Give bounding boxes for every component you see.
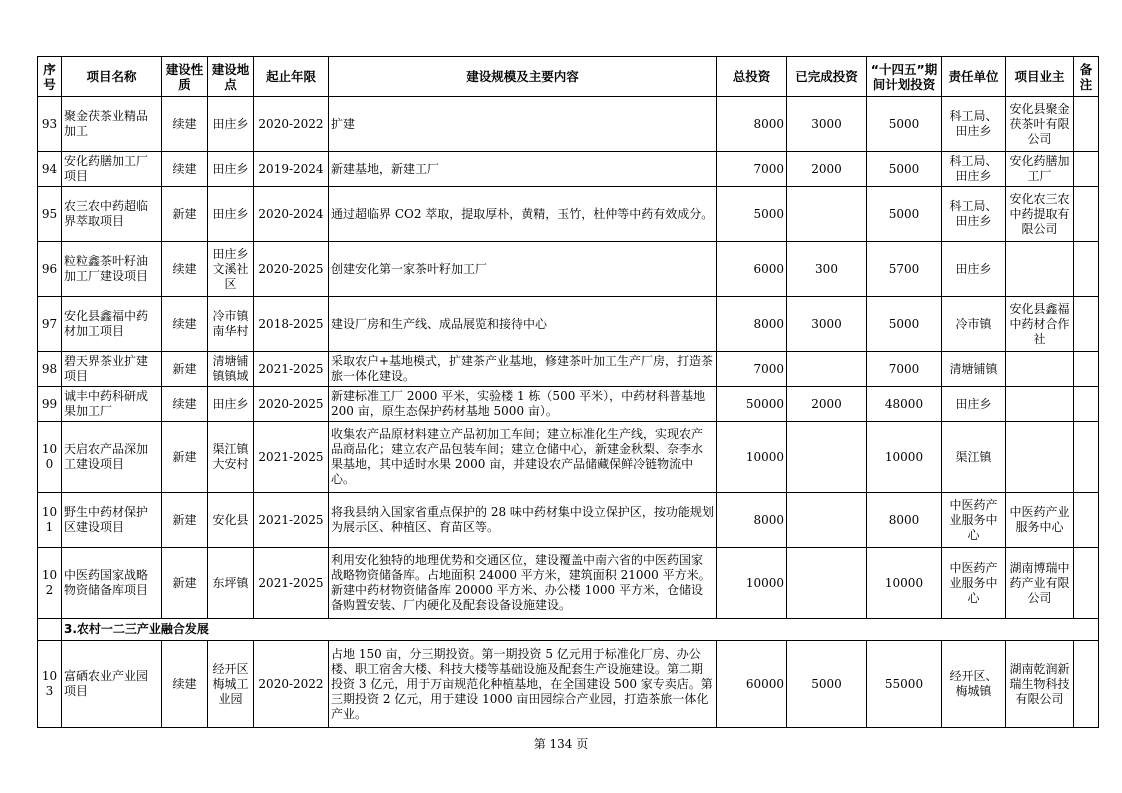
cell-content: 采取农户+基地模式，扩建茶产业基地，修建茶叶加工生产厂房，打造茶旅一体化建设。 xyxy=(329,352,717,387)
cell-seq: 99 xyxy=(38,387,62,422)
cell-name: 聚金茯茶业精品加工 xyxy=(62,97,162,152)
cell-seq: 93 xyxy=(38,97,62,152)
table-row xyxy=(38,97,1099,152)
cell-completed xyxy=(787,187,867,242)
cell-note xyxy=(1074,352,1099,387)
cell-total: 50000 xyxy=(717,387,787,422)
cell-plan: 5700 xyxy=(867,242,942,297)
cell-completed: 3000 xyxy=(787,97,867,152)
cell-completed xyxy=(787,422,867,493)
table-row xyxy=(38,352,1099,387)
cell-unit: 科工局、田庄乡 xyxy=(942,152,1006,187)
cell-owner: 中医药产业服务中心 xyxy=(1006,493,1074,548)
cell-nature: 新建 xyxy=(162,548,208,619)
cell-period: 2019-2024 xyxy=(254,152,329,187)
cell-content: 扩建 xyxy=(329,97,717,152)
cell-location: 东坪镇 xyxy=(208,548,254,619)
cell-completed: 300 xyxy=(787,242,867,297)
col-header-owner: 项目业主 xyxy=(1006,57,1074,97)
section-row xyxy=(38,619,1099,641)
cell-note xyxy=(1074,242,1099,297)
cell-seq: 103 xyxy=(38,641,62,728)
col-header-unit: 责任单位 xyxy=(942,57,1006,97)
cell-location: 田庄乡 xyxy=(208,387,254,422)
cell-location: 田庄乡文溪社区 xyxy=(208,242,254,297)
col-header-plan: “十四五”期间计划投资 xyxy=(867,57,942,97)
cell-total: 5000 xyxy=(717,187,787,242)
cell-note xyxy=(1074,152,1099,187)
page-number: 第 134 页 xyxy=(533,737,589,751)
cell-content: 新建标准工厂 2000 平米，实验楼 1 栋（500 平米），中药材科普基地 200 亩，原生态保护药材基地 5000 亩）。 xyxy=(329,387,717,422)
table-row xyxy=(38,493,1099,548)
cell-location: 田庄乡 xyxy=(208,152,254,187)
cell-location: 渠江镇大安村 xyxy=(208,422,254,493)
table-row xyxy=(38,152,1099,187)
cell-nature: 续建 xyxy=(162,152,208,187)
cell-note xyxy=(1074,422,1099,493)
col-header-name: 项目名称 xyxy=(62,57,162,97)
cell-owner xyxy=(1006,352,1074,387)
cell-seq: 96 xyxy=(38,242,62,297)
cell-note xyxy=(1074,548,1099,619)
cell-period: 2020-2025 xyxy=(254,242,329,297)
cell-content: 新建基地，新建工厂 xyxy=(329,152,717,187)
cell-content: 建设厂房和生产线、成品展览和接待中心 xyxy=(329,297,717,352)
cell-content: 将我县纳入国家省重点保护的 28 味中药材集中设立保护区，按功能规划为展示区、种植区、育苗区等。 xyxy=(329,493,717,548)
table-row xyxy=(38,422,1099,493)
section-title: 3.农村一二三产业融合发展 xyxy=(62,619,1099,641)
cell-period: 2021-2025 xyxy=(254,493,329,548)
col-header-seq: 序号 xyxy=(38,57,62,97)
cell-content: 利用安化独特的地理优势和交通区位，建设覆盖中南六省的中医药国家战略物资储备库。占地面积 24000 平方米，建筑面积 21000 平方米。新建中药材物资储备库 20000 平方米、办公楼 1000 平方米，仓储设备购置安装、厂内硬化及配套设备设施建设。 xyxy=(329,548,717,619)
cell-plan: 5000 xyxy=(867,187,942,242)
cell-location: 经开区梅城工业园 xyxy=(208,641,254,728)
cell-period: 2020-2022 xyxy=(254,97,329,152)
cell-completed: 5000 xyxy=(787,641,867,728)
cell-owner: 湖南博瑞中药产业有限公司 xyxy=(1006,548,1074,619)
table-row xyxy=(38,641,1099,728)
cell-unit: 科工局、田庄乡 xyxy=(942,187,1006,242)
cell-completed: 2000 xyxy=(787,387,867,422)
cell-completed xyxy=(787,493,867,548)
cell-seq: 95 xyxy=(38,187,62,242)
cell-note xyxy=(1074,187,1099,242)
cell-seq: 102 xyxy=(38,548,62,619)
cell-name: 天启农产品深加工建设项目 xyxy=(62,422,162,493)
cell-name: 诚丰中药科研成果加工厂 xyxy=(62,387,162,422)
cell-plan: 55000 xyxy=(867,641,942,728)
header-row xyxy=(38,57,1099,97)
cell-owner: 安化县聚金茯茶叶有限公司 xyxy=(1006,97,1074,152)
table-row xyxy=(38,242,1099,297)
cell-period: 2020-2024 xyxy=(254,187,329,242)
cell-plan: 10000 xyxy=(867,422,942,493)
cell-unit: 科工局、田庄乡 xyxy=(942,97,1006,152)
cell-unit: 冷市镇 xyxy=(942,297,1006,352)
cell-period: 2021-2025 xyxy=(254,352,329,387)
col-header-location: 建设地点 xyxy=(208,57,254,97)
cell-name: 中医药国家战略物资储备库项目 xyxy=(62,548,162,619)
cell-name: 碧天界茶业扩建项目 xyxy=(62,352,162,387)
cell-period: 2021-2025 xyxy=(254,548,329,619)
cell-nature: 续建 xyxy=(162,97,208,152)
cell-unit: 中医药产业服务中心 xyxy=(942,548,1006,619)
cell-seq: 97 xyxy=(38,297,62,352)
cell-period: 2018-2025 xyxy=(254,297,329,352)
cell-note xyxy=(1074,641,1099,728)
cell-nature: 续建 xyxy=(162,387,208,422)
cell-period: 2021-2025 xyxy=(254,422,329,493)
cell-location: 田庄乡 xyxy=(208,97,254,152)
cell-nature: 续建 xyxy=(162,242,208,297)
cell-nature: 新建 xyxy=(162,493,208,548)
col-header-completed: 已完成投资 xyxy=(787,57,867,97)
cell-total: 8000 xyxy=(717,97,787,152)
col-header-period: 起止年限 xyxy=(254,57,329,97)
table-row xyxy=(38,548,1099,619)
cell-completed: 3000 xyxy=(787,297,867,352)
cell-total: 10000 xyxy=(717,548,787,619)
table-row xyxy=(38,387,1099,422)
cell-plan: 48000 xyxy=(867,387,942,422)
col-header-content: 建设规模及主要内容 xyxy=(329,57,717,97)
cell-plan: 8000 xyxy=(867,493,942,548)
cell-seq: 101 xyxy=(38,493,62,548)
cell-nature: 新建 xyxy=(162,422,208,493)
project-table xyxy=(37,56,1099,728)
cell-plan: 10000 xyxy=(867,548,942,619)
col-header-nature: 建设性质 xyxy=(162,57,208,97)
cell-period: 2020-2022 xyxy=(254,641,329,728)
cell-unit: 清塘铺镇 xyxy=(942,352,1006,387)
cell-name: 农三农中药超临界萃取项目 xyxy=(62,187,162,242)
cell-seq: 98 xyxy=(38,352,62,387)
cell-seq: 94 xyxy=(38,152,62,187)
cell-completed xyxy=(787,352,867,387)
cell-location: 清塘铺镇镇域 xyxy=(208,352,254,387)
cell-note xyxy=(1074,387,1099,422)
col-header-total: 总投资 xyxy=(717,57,787,97)
cell-total: 7000 xyxy=(717,152,787,187)
cell-plan: 7000 xyxy=(867,352,942,387)
col-header-note: 备注 xyxy=(1074,57,1099,97)
cell-owner: 湖南乾润新瑞生物科技有限公司 xyxy=(1006,641,1074,728)
cell-total: 8000 xyxy=(717,493,787,548)
cell-period: 2020-2025 xyxy=(254,387,329,422)
cell-plan: 5000 xyxy=(867,152,942,187)
cell-nature: 续建 xyxy=(162,297,208,352)
cell-note xyxy=(1074,493,1099,548)
cell-name: 野生中药材保护区建设项目 xyxy=(62,493,162,548)
cell-content: 占地 150 亩，分三期投资。第一期投资 5 亿元用于标准化厂房、办公楼、职工宿舍大楼、科技大楼等基础设施及配套生产设施建设。第二期投资 3 亿元，用于万亩规范化种植基地，在全国建设 500 家专卖店。第三期投资 2 亿元，用于建设 1000 亩田园综合产业园，打造茶旅一体化产业。 xyxy=(329,641,717,728)
cell-owner: 安化农三农中药提取有限公司 xyxy=(1006,187,1074,242)
cell-content: 通过超临界 CO2 萃取，提取厚朴，黄精，玉竹，杜仲等中药有效成分。 xyxy=(329,187,717,242)
cell-name: 安化药膳加工厂项目 xyxy=(62,152,162,187)
cell-plan: 5000 xyxy=(867,97,942,152)
cell-unit: 中医药产业服务中心 xyxy=(942,493,1006,548)
cell-name: 富硒农业产业园项目 xyxy=(62,641,162,728)
cell-total: 7000 xyxy=(717,352,787,387)
cell-plan: 5000 xyxy=(867,297,942,352)
cell-name: 粒粒鑫茶叶籽油加工厂建设项目 xyxy=(62,242,162,297)
cell-total: 60000 xyxy=(717,641,787,728)
cell-total: 6000 xyxy=(717,242,787,297)
cell-content: 创建安化第一家茶叶籽加工厂 xyxy=(329,242,717,297)
table-row xyxy=(38,297,1099,352)
cell-unit: 经开区、梅城镇 xyxy=(942,641,1006,728)
cell-total: 8000 xyxy=(717,297,787,352)
cell-unit: 田庄乡 xyxy=(942,387,1006,422)
cell-total: 10000 xyxy=(717,422,787,493)
cell-completed: 2000 xyxy=(787,152,867,187)
cell-owner xyxy=(1006,387,1074,422)
cell-nature: 续建 xyxy=(162,641,208,728)
cell-owner xyxy=(1006,422,1074,493)
cell-unit: 渠江镇 xyxy=(942,422,1006,493)
table-row xyxy=(38,187,1099,242)
cell-nature: 新建 xyxy=(162,187,208,242)
cell-content: 收集农产品原材料建立产品初加工车间；建立标准化生产线，实现农产品商品化；建立农产品包装车间；建立仓储中心，新建金秋梨、奈李水果基地，其中适时水果 2000 亩，并建设农产品储藏保鲜冷链物流中心。 xyxy=(329,422,717,493)
cell-nature: 新建 xyxy=(162,352,208,387)
cell-completed xyxy=(787,548,867,619)
cell-note xyxy=(1074,297,1099,352)
cell-owner: 安化药膳加工厂 xyxy=(1006,152,1074,187)
cell-owner xyxy=(1006,242,1074,297)
cell-unit: 田庄乡 xyxy=(942,242,1006,297)
cell-seq: 100 xyxy=(38,422,62,493)
cell-note xyxy=(1074,97,1099,152)
cell-location: 安化县 xyxy=(208,493,254,548)
section-seq-cell xyxy=(38,619,62,641)
cell-name: 安化县鑫福中药材加工项目 xyxy=(62,297,162,352)
cell-owner: 安化县鑫福中药材合作社 xyxy=(1006,297,1074,352)
cell-location: 田庄乡 xyxy=(208,187,254,242)
cell-location: 冷市镇南华村 xyxy=(208,297,254,352)
